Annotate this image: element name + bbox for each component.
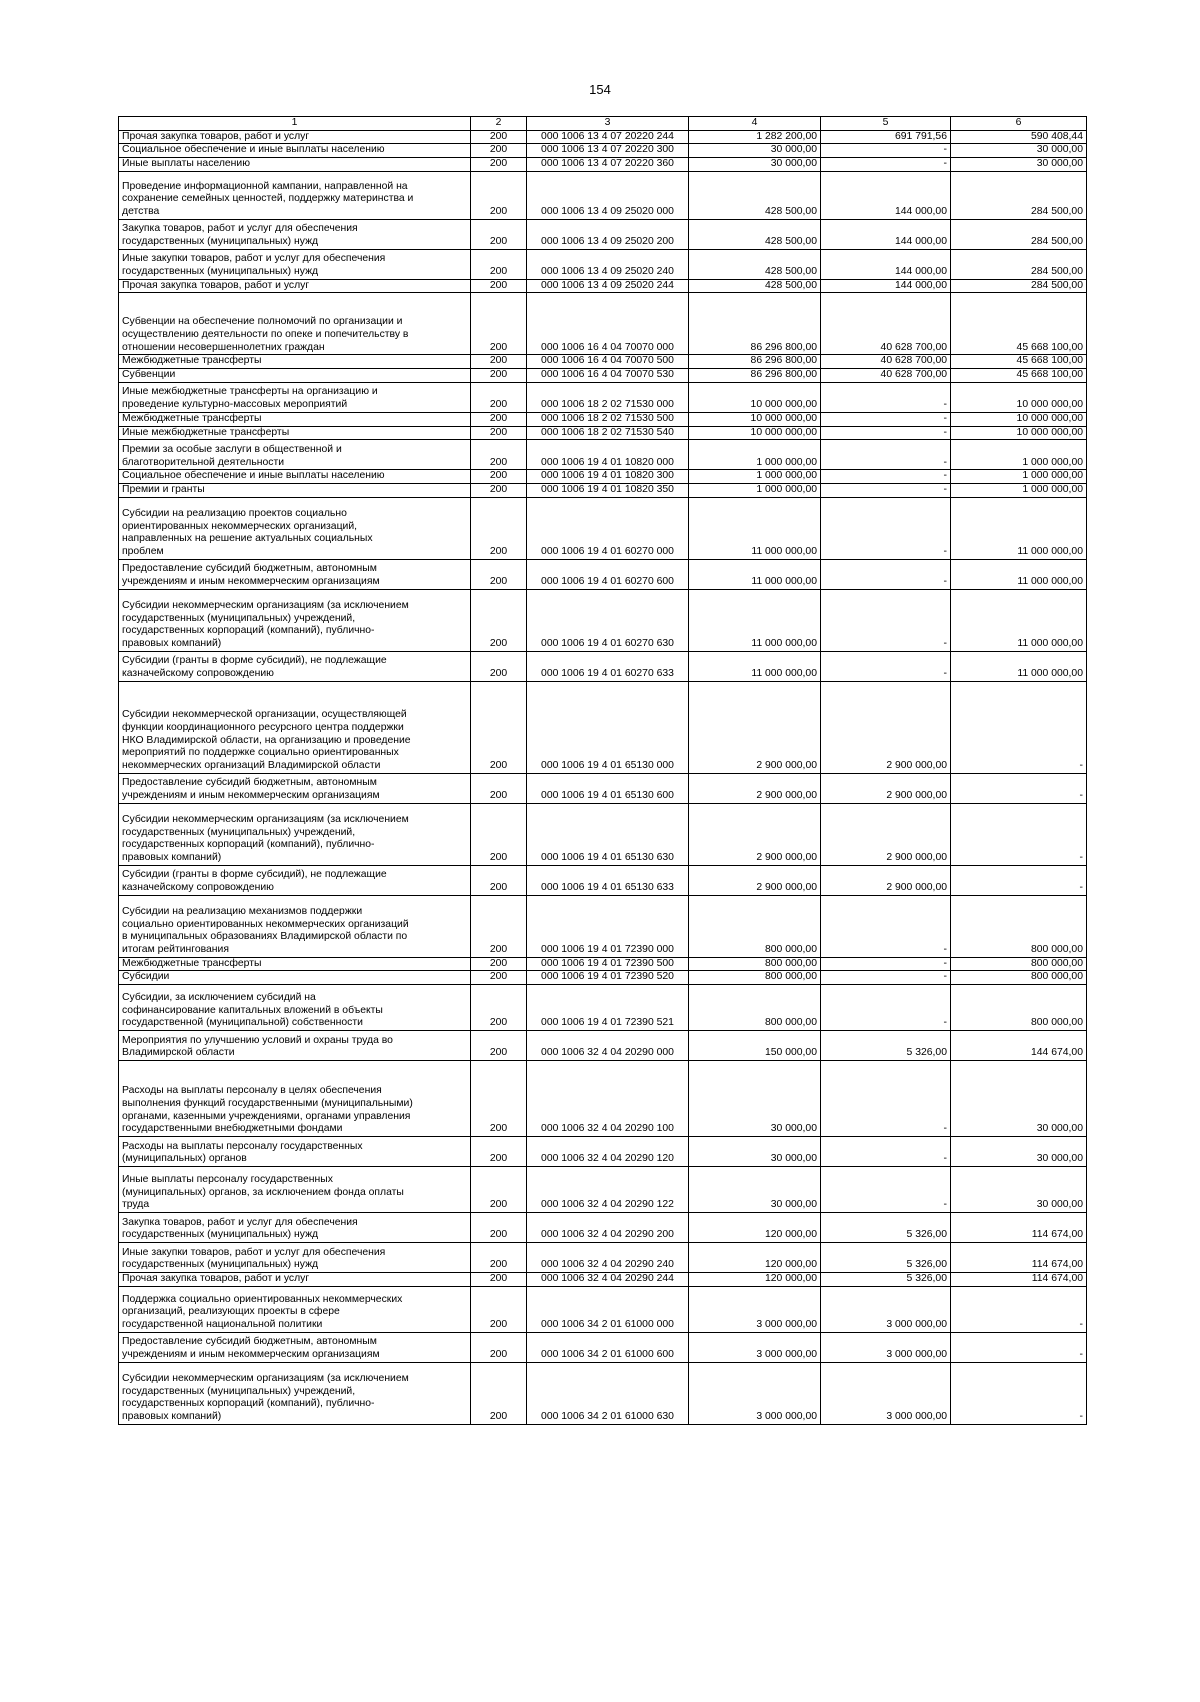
cell-plan: 86 296 800,00 xyxy=(689,355,821,369)
table-row xyxy=(119,1212,1087,1242)
cell-done: - xyxy=(821,1060,951,1136)
cell-admin: 200 xyxy=(471,293,527,355)
table-row xyxy=(119,382,1087,412)
table-row xyxy=(119,279,1087,293)
cell-plan: 120 000,00 xyxy=(689,1272,821,1286)
cell-done: 5 326,00 xyxy=(821,1272,951,1286)
cell-rest: 590 408,44 xyxy=(951,130,1087,144)
table-row xyxy=(119,130,1087,144)
cell-rest: - xyxy=(951,773,1087,803)
cell-rest: 800 000,00 xyxy=(951,957,1087,971)
cell-rest: 1 000 000,00 xyxy=(951,470,1087,484)
header-cell-5: 5 xyxy=(821,117,951,131)
cell-name: Субсидии некоммерческой организации, осуществляющей функции координационного ресурсного центра поддержки НКО Владимирской области, на организацию и проведение мероприятий по поддержке социально ориентированных некоммерческих организаций Владимирской области xyxy=(119,681,471,773)
cell-done: - xyxy=(821,440,951,470)
cell-name: Социальное обеспечение и иные выплаты населению xyxy=(119,470,471,484)
cell-done: - xyxy=(821,984,951,1030)
cell-name: Прочая закупка товаров, работ и услуг xyxy=(119,1272,471,1286)
cell-rest: 11 000 000,00 xyxy=(951,589,1087,651)
cell-done: 144 000,00 xyxy=(821,279,951,293)
cell-plan: 120 000,00 xyxy=(689,1242,821,1272)
cell-done: - xyxy=(821,1136,951,1166)
cell-name: Премии и гранты xyxy=(119,483,471,497)
cell-admin: 200 xyxy=(471,440,527,470)
table-row xyxy=(119,249,1087,279)
cell-done: - xyxy=(821,144,951,158)
cell-name: Прочая закупка товаров, работ и услуг xyxy=(119,279,471,293)
cell-done: - xyxy=(821,382,951,412)
cell-rest: 800 000,00 xyxy=(951,895,1087,957)
cell-admin: 200 xyxy=(471,158,527,172)
cell-name: Прочая закупка товаров, работ и услуг xyxy=(119,130,471,144)
table-row xyxy=(119,497,1087,559)
cell-done: 40 628 700,00 xyxy=(821,293,951,355)
table-row xyxy=(119,589,1087,651)
table-body xyxy=(119,130,1087,1424)
cell-plan: 800 000,00 xyxy=(689,984,821,1030)
cell-plan: 11 000 000,00 xyxy=(689,651,821,681)
cell-done: 144 000,00 xyxy=(821,219,951,249)
cell-admin: 200 xyxy=(471,773,527,803)
cell-plan: 86 296 800,00 xyxy=(689,369,821,383)
cell-plan: 2 900 000,00 xyxy=(689,773,821,803)
table-row xyxy=(119,895,1087,957)
cell-rest: 11 000 000,00 xyxy=(951,497,1087,559)
cell-done: 2 900 000,00 xyxy=(821,681,951,773)
cell-rest: 45 668 100,00 xyxy=(951,355,1087,369)
cell-rest: 800 000,00 xyxy=(951,984,1087,1030)
cell-done: 40 628 700,00 xyxy=(821,369,951,383)
budget-table xyxy=(118,116,1087,1425)
cell-plan: 2 900 000,00 xyxy=(689,865,821,895)
cell-name: Предоставление субсидий бюджетным, автономным учреждениям и иным некоммерческим организациям xyxy=(119,773,471,803)
cell-plan: 1 000 000,00 xyxy=(689,470,821,484)
table-row xyxy=(119,171,1087,219)
cell-done: 5 326,00 xyxy=(821,1030,951,1060)
cell-code: 000 1006 19 4 01 72390 000 xyxy=(527,895,689,957)
cell-admin: 200 xyxy=(471,497,527,559)
cell-rest: 10 000 000,00 xyxy=(951,426,1087,440)
cell-code: 000 1006 18 2 02 71530 000 xyxy=(527,382,689,412)
cell-admin: 200 xyxy=(471,249,527,279)
cell-name: Закупка товаров, работ и услуг для обеспечения государственных (муниципальных) нужд xyxy=(119,219,471,249)
cell-code: 000 1006 13 4 07 20220 360 xyxy=(527,158,689,172)
cell-code: 000 1006 13 4 09 25020 244 xyxy=(527,279,689,293)
table-row xyxy=(119,957,1087,971)
cell-name: Межбюджетные трансферты xyxy=(119,957,471,971)
cell-rest: 1 000 000,00 xyxy=(951,483,1087,497)
table-row xyxy=(119,483,1087,497)
cell-code: 000 1006 19 4 01 60270 630 xyxy=(527,589,689,651)
cell-code: 000 1006 34 2 01 61000 000 xyxy=(527,1286,689,1332)
cell-admin: 200 xyxy=(471,144,527,158)
cell-name: Премии за особые заслуги в общественной и благотворительной деятельности xyxy=(119,440,471,470)
cell-rest: 10 000 000,00 xyxy=(951,412,1087,426)
cell-code: 000 1006 19 4 01 72390 520 xyxy=(527,971,689,985)
cell-admin: 200 xyxy=(471,1272,527,1286)
table-row xyxy=(119,651,1087,681)
table-row xyxy=(119,971,1087,985)
cell-name: Предоставление субсидий бюджетным, автономным учреждениям и иным некоммерческим организациям xyxy=(119,1332,471,1362)
table-row xyxy=(119,984,1087,1030)
table-row xyxy=(119,1272,1087,1286)
cell-plan: 800 000,00 xyxy=(689,957,821,971)
cell-plan: 10 000 000,00 xyxy=(689,412,821,426)
table-row xyxy=(119,293,1087,355)
cell-done: 3 000 000,00 xyxy=(821,1332,951,1362)
cell-code: 000 1006 19 4 01 65130 633 xyxy=(527,865,689,895)
cell-name: Субвенции на обеспечение полномочий по организации и осуществлению деятельности по опеке и попечительству в отношении несовершеннолетних граждан xyxy=(119,293,471,355)
cell-done: - xyxy=(821,470,951,484)
cell-rest: 30 000,00 xyxy=(951,1060,1087,1136)
cell-done: - xyxy=(821,426,951,440)
cell-done: 144 000,00 xyxy=(821,171,951,219)
cell-plan: 428 500,00 xyxy=(689,279,821,293)
cell-rest: - xyxy=(951,803,1087,865)
cell-plan: 30 000,00 xyxy=(689,144,821,158)
cell-done: 3 000 000,00 xyxy=(821,1362,951,1424)
cell-code: 000 1006 19 4 01 65130 600 xyxy=(527,773,689,803)
cell-admin: 200 xyxy=(471,426,527,440)
cell-code: 000 1006 16 4 04 70070 530 xyxy=(527,369,689,383)
cell-admin: 200 xyxy=(471,171,527,219)
table-row xyxy=(119,681,1087,773)
cell-name: Субсидии некоммерческим организациям (за исключением государственных (муниципальных) учреждений, государственных корпораций (компаний), публично- правовых компаний) xyxy=(119,1362,471,1424)
header-cell-6: 6 xyxy=(951,117,1087,131)
cell-name: Мероприятия по улучшению условий и охраны труда во Владимирской области xyxy=(119,1030,471,1060)
table-row xyxy=(119,803,1087,865)
cell-code: 000 1006 34 2 01 61000 630 xyxy=(527,1362,689,1424)
cell-rest: 284 500,00 xyxy=(951,249,1087,279)
cell-code: 000 1006 19 4 01 60270 633 xyxy=(527,651,689,681)
table-row xyxy=(119,1136,1087,1166)
header-cell-3: 3 xyxy=(527,117,689,131)
cell-admin: 200 xyxy=(471,1030,527,1060)
cell-code: 000 1006 32 4 04 20290 200 xyxy=(527,1212,689,1242)
cell-plan: 1 000 000,00 xyxy=(689,440,821,470)
table-row xyxy=(119,369,1087,383)
cell-plan: 86 296 800,00 xyxy=(689,293,821,355)
cell-plan: 120 000,00 xyxy=(689,1212,821,1242)
table-row xyxy=(119,865,1087,895)
cell-rest: - xyxy=(951,1362,1087,1424)
cell-admin: 200 xyxy=(471,1136,527,1166)
table-row xyxy=(119,1362,1087,1424)
cell-rest: 1 000 000,00 xyxy=(951,440,1087,470)
cell-plan: 428 500,00 xyxy=(689,171,821,219)
cell-rest: 10 000 000,00 xyxy=(951,382,1087,412)
cell-code: 000 1006 18 2 02 71530 540 xyxy=(527,426,689,440)
cell-admin: 200 xyxy=(471,589,527,651)
cell-name: Межбюджетные трансферты xyxy=(119,355,471,369)
cell-admin: 200 xyxy=(471,1332,527,1362)
cell-rest: 11 000 000,00 xyxy=(951,651,1087,681)
cell-name: Субвенции xyxy=(119,369,471,383)
cell-name: Иные межбюджетные трансферты xyxy=(119,426,471,440)
cell-rest: 144 674,00 xyxy=(951,1030,1087,1060)
cell-admin: 200 xyxy=(471,369,527,383)
cell-code: 000 1006 32 4 04 20290 244 xyxy=(527,1272,689,1286)
cell-code: 000 1006 19 4 01 72390 500 xyxy=(527,957,689,971)
cell-admin: 200 xyxy=(471,382,527,412)
cell-done: - xyxy=(821,559,951,589)
cell-done: - xyxy=(821,895,951,957)
cell-name: Субсидии на реализацию механизмов поддержки социально ориентированных некоммерческих организаций в муниципальных образованиях Владимирской области по итогам рейтингования xyxy=(119,895,471,957)
cell-rest: 114 674,00 xyxy=(951,1212,1087,1242)
table-row xyxy=(119,1166,1087,1212)
cell-done: 2 900 000,00 xyxy=(821,803,951,865)
cell-admin: 200 xyxy=(471,559,527,589)
cell-admin: 200 xyxy=(471,1362,527,1424)
cell-done: 2 900 000,00 xyxy=(821,865,951,895)
cell-code: 000 1006 19 4 01 10820 300 xyxy=(527,470,689,484)
cell-admin: 200 xyxy=(471,1166,527,1212)
cell-admin: 200 xyxy=(471,483,527,497)
cell-rest: 30 000,00 xyxy=(951,1136,1087,1166)
cell-plan: 11 000 000,00 xyxy=(689,497,821,559)
table-row xyxy=(119,773,1087,803)
cell-plan: 30 000,00 xyxy=(689,158,821,172)
cell-name: Иные закупки товаров, работ и услуг для обеспечения государственных (муниципальных) нужд xyxy=(119,1242,471,1272)
cell-plan: 3 000 000,00 xyxy=(689,1286,821,1332)
cell-admin: 200 xyxy=(471,355,527,369)
cell-plan: 2 900 000,00 xyxy=(689,803,821,865)
cell-done: 691 791,56 xyxy=(821,130,951,144)
cell-name: Иные межбюджетные трансферты на организацию и проведение культурно-массовых мероприятий xyxy=(119,382,471,412)
cell-code: 000 1006 19 4 01 65130 000 xyxy=(527,681,689,773)
cell-admin: 200 xyxy=(471,470,527,484)
cell-code: 000 1006 16 4 04 70070 000 xyxy=(527,293,689,355)
cell-code: 000 1006 13 4 09 25020 000 xyxy=(527,171,689,219)
cell-rest: - xyxy=(951,1286,1087,1332)
cell-plan: 2 900 000,00 xyxy=(689,681,821,773)
cell-admin: 200 xyxy=(471,1060,527,1136)
cell-code: 000 1006 13 4 07 20220 300 xyxy=(527,144,689,158)
cell-name: Субсидии (гранты в форме субсидий), не подлежащие казначейскому сопровождению xyxy=(119,651,471,681)
cell-rest: 30 000,00 xyxy=(951,158,1087,172)
cell-done: - xyxy=(821,957,951,971)
cell-plan: 800 000,00 xyxy=(689,895,821,957)
cell-rest: - xyxy=(951,681,1087,773)
cell-code: 000 1006 32 4 04 20290 120 xyxy=(527,1136,689,1166)
cell-name: Предоставление субсидий бюджетным, автономным учреждениям и иным некоммерческим организациям xyxy=(119,559,471,589)
cell-name: Иные выплаты персоналу государственных (муниципальных) органов, за исключением фонда оплаты труда xyxy=(119,1166,471,1212)
cell-code: 000 1006 19 4 01 60270 000 xyxy=(527,497,689,559)
cell-name: Поддержка социально ориентированных некоммерческих организаций, реализующих проекты в сфере государственной национальной политики xyxy=(119,1286,471,1332)
cell-code: 000 1006 19 4 01 10820 000 xyxy=(527,440,689,470)
cell-done: - xyxy=(821,158,951,172)
cell-admin: 200 xyxy=(471,279,527,293)
cell-plan: 10 000 000,00 xyxy=(689,382,821,412)
table-row xyxy=(119,559,1087,589)
cell-code: 000 1006 32 4 04 20290 000 xyxy=(527,1030,689,1060)
cell-plan: 3 000 000,00 xyxy=(689,1332,821,1362)
cell-code: 000 1006 32 4 04 20290 100 xyxy=(527,1060,689,1136)
table-row xyxy=(119,1030,1087,1060)
cell-name: Проведение информационной кампании, направленной на сохранение семейных ценностей, поддержку материнства и детства xyxy=(119,171,471,219)
cell-name: Субсидии, за исключением субсидий на софинансирование капитальных вложений в объекты государственной (муниципальной) собственности xyxy=(119,984,471,1030)
cell-plan: 30 000,00 xyxy=(689,1060,821,1136)
cell-done: - xyxy=(821,483,951,497)
cell-admin: 200 xyxy=(471,984,527,1030)
table-row xyxy=(119,144,1087,158)
cell-rest: 800 000,00 xyxy=(951,971,1087,985)
cell-admin: 200 xyxy=(471,1286,527,1332)
cell-done: - xyxy=(821,412,951,426)
cell-plan: 1 000 000,00 xyxy=(689,483,821,497)
cell-done: 144 000,00 xyxy=(821,249,951,279)
cell-name: Межбюджетные трансферты xyxy=(119,412,471,426)
cell-plan: 428 500,00 xyxy=(689,249,821,279)
cell-admin: 200 xyxy=(471,971,527,985)
cell-done: - xyxy=(821,651,951,681)
cell-rest: - xyxy=(951,1332,1087,1362)
cell-code: 000 1006 18 2 02 71530 500 xyxy=(527,412,689,426)
cell-plan: 3 000 000,00 xyxy=(689,1362,821,1424)
table-row xyxy=(119,440,1087,470)
table-row xyxy=(119,426,1087,440)
cell-code: 000 1006 16 4 04 70070 500 xyxy=(527,355,689,369)
cell-done: 40 628 700,00 xyxy=(821,355,951,369)
cell-done: - xyxy=(821,1166,951,1212)
page-number: 154 xyxy=(589,82,611,97)
cell-admin: 200 xyxy=(471,895,527,957)
cell-rest: 284 500,00 xyxy=(951,171,1087,219)
cell-name: Социальное обеспечение и иные выплаты населению xyxy=(119,144,471,158)
cell-done: - xyxy=(821,971,951,985)
cell-plan: 800 000,00 xyxy=(689,971,821,985)
cell-name: Субсидии xyxy=(119,971,471,985)
cell-name: Расходы на выплаты персоналу в целях обеспечения выполнения функций государственными (муниципальными) органами, казенными учреждениями, органами управления государственными внебюджетными фондами xyxy=(119,1060,471,1136)
cell-code: 000 1006 34 2 01 61000 600 xyxy=(527,1332,689,1362)
table-row xyxy=(119,1242,1087,1272)
cell-code: 000 1006 13 4 07 20220 244 xyxy=(527,130,689,144)
cell-plan: 150 000,00 xyxy=(689,1030,821,1060)
header-cell-2: 2 xyxy=(471,117,527,131)
cell-rest: 45 668 100,00 xyxy=(951,293,1087,355)
cell-plan: 428 500,00 xyxy=(689,219,821,249)
cell-admin: 200 xyxy=(471,651,527,681)
cell-code: 000 1006 32 4 04 20290 240 xyxy=(527,1242,689,1272)
cell-plan: 11 000 000,00 xyxy=(689,589,821,651)
cell-admin: 200 xyxy=(471,803,527,865)
table-row xyxy=(119,1060,1087,1136)
cell-rest: 30 000,00 xyxy=(951,144,1087,158)
cell-done: 5 326,00 xyxy=(821,1212,951,1242)
table-row xyxy=(119,158,1087,172)
cell-code: 000 1006 19 4 01 72390 521 xyxy=(527,984,689,1030)
cell-admin: 200 xyxy=(471,1212,527,1242)
cell-done: - xyxy=(821,497,951,559)
table-row xyxy=(119,355,1087,369)
header-row xyxy=(119,117,1087,131)
cell-rest: 284 500,00 xyxy=(951,219,1087,249)
table-row xyxy=(119,470,1087,484)
cell-name: Субсидии некоммерческим организациям (за исключением государственных (муниципальных) учреждений, государственных корпораций (компаний), публично- правовых компаний) xyxy=(119,589,471,651)
cell-admin: 200 xyxy=(471,412,527,426)
header-cell-1: 1 xyxy=(119,117,471,131)
cell-name: Иные закупки товаров, работ и услуг для обеспечения государственных (муниципальных) нужд xyxy=(119,249,471,279)
cell-rest: 114 674,00 xyxy=(951,1242,1087,1272)
table-row xyxy=(119,1332,1087,1362)
cell-name: Субсидии (гранты в форме субсидий), не подлежащие казначейскому сопровождению xyxy=(119,865,471,895)
cell-done: - xyxy=(821,589,951,651)
cell-admin: 200 xyxy=(471,1242,527,1272)
cell-code: 000 1006 32 4 04 20290 122 xyxy=(527,1166,689,1212)
cell-rest: 45 668 100,00 xyxy=(951,369,1087,383)
cell-name: Закупка товаров, работ и услуг для обеспечения государственных (муниципальных) нужд xyxy=(119,1212,471,1242)
cell-admin: 200 xyxy=(471,219,527,249)
cell-rest: - xyxy=(951,865,1087,895)
cell-admin: 200 xyxy=(471,957,527,971)
cell-name: Субсидии на реализацию проектов социально ориентированных некоммерческих организаций, направленных на решение актуальных социальных проблем xyxy=(119,497,471,559)
cell-code: 000 1006 19 4 01 65130 630 xyxy=(527,803,689,865)
cell-code: 000 1006 19 4 01 10820 350 xyxy=(527,483,689,497)
cell-code: 000 1006 13 4 09 25020 240 xyxy=(527,249,689,279)
cell-rest: 11 000 000,00 xyxy=(951,559,1087,589)
cell-name: Иные выплаты населению xyxy=(119,158,471,172)
cell-code: 000 1006 13 4 09 25020 200 xyxy=(527,219,689,249)
cell-plan: 30 000,00 xyxy=(689,1166,821,1212)
cell-rest: 114 674,00 xyxy=(951,1272,1087,1286)
cell-name: Расходы на выплаты персоналу государственных (муниципальных) органов xyxy=(119,1136,471,1166)
cell-done: 2 900 000,00 xyxy=(821,773,951,803)
cell-admin: 200 xyxy=(471,681,527,773)
cell-code: 000 1006 19 4 01 60270 600 xyxy=(527,559,689,589)
cell-rest: 284 500,00 xyxy=(951,279,1087,293)
cell-done: 5 326,00 xyxy=(821,1242,951,1272)
table-row xyxy=(119,219,1087,249)
table-row xyxy=(119,412,1087,426)
cell-plan: 30 000,00 xyxy=(689,1136,821,1166)
cell-rest: 30 000,00 xyxy=(951,1166,1087,1212)
cell-plan: 1 282 200,00 xyxy=(689,130,821,144)
header-cell-4: 4 xyxy=(689,117,821,131)
cell-admin: 200 xyxy=(471,130,527,144)
table-row xyxy=(119,1286,1087,1332)
cell-plan: 10 000 000,00 xyxy=(689,426,821,440)
cell-name: Субсидии некоммерческим организациям (за исключением государственных (муниципальных) учреждений, государственных корпораций (компаний), публично- правовых компаний) xyxy=(119,803,471,865)
cell-admin: 200 xyxy=(471,865,527,895)
cell-plan: 11 000 000,00 xyxy=(689,559,821,589)
cell-done: 3 000 000,00 xyxy=(821,1286,951,1332)
